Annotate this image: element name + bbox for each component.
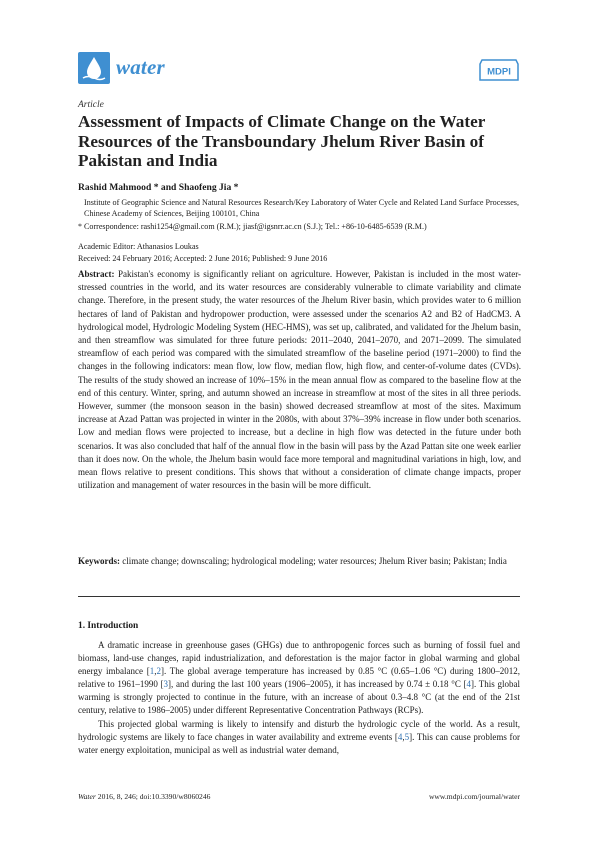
author-list: Rashid Mahmood * and Shaofeng Jia *	[78, 182, 239, 193]
article-title: Assessment of Impacts of Climate Change on the Water Resources of the Transboundary Jhelum River Basin of Pakistan and India	[78, 112, 486, 170]
citation-link[interactable]: 1	[149, 666, 155, 677]
journal-name: water	[116, 55, 165, 79]
publisher-name: MDPI	[487, 66, 511, 78]
footer-url[interactable]: www.mdpi.com/journal/water	[428, 792, 520, 801]
publication-dates: Received: 24 February 2016; Accepted: 2 June 2016; Published: 9 June 2016	[78, 253, 328, 263]
abstract-label: Abstract:	[78, 269, 115, 279]
footer-journal: Water	[78, 792, 96, 801]
editorial-info	[78, 241, 327, 264]
introduction-body	[78, 639, 520, 757]
citation-link[interactable]: 2	[156, 666, 161, 677]
water-drop-icon	[78, 52, 110, 84]
paragraph: A dramatic increase in greenhouse gases (GHGs) due to anthropogenic forces such as burning of fossil fuel and biomass, land-use changes, rapid industrialization, and deforestation is the major factor in global warming and global energy imbalance [1,2]. The global average temperature has increased by 0.85 °C (0.65–1.06 °C) during 1800–2012, relative to 1961–1990 [3], and during the last 100 years (1906–2005), it has increased by 0.74 ± 0.18 °C [4]. This global warming is strongly projected to continue in the future, with an increase of about 0.3–4.8 °C (at the end of the 21st century, relative to 1986–2005) under different Representative Concentration Pathways (RCPs).	[78, 640, 520, 716]
citation-link[interactable]: 5	[404, 731, 410, 742]
keywords-label: Keywords:	[78, 556, 120, 566]
footer-doi: 2016, 8, 246; doi:10.3390/w8060246	[97, 792, 211, 801]
mdpi-logo	[478, 58, 520, 82]
citation-link[interactable]: 4	[397, 731, 403, 742]
keywords	[78, 555, 521, 568]
section-heading-introduction: 1. Introduction	[78, 621, 139, 631]
academic-editor: Academic Editor: Athanasios Loukas	[78, 242, 199, 251]
correspondence	[78, 221, 520, 232]
paragraph: This projected global warming is likely to intensify and disturb the hydrologic cycle of the world. As a result, hydrologic systems are likely to face changes in water availability and extreme events [4,5]. This can cause problems for water energy exploitation, municipal as well as industrial water demand,	[78, 718, 520, 755]
journal-header	[78, 52, 520, 86]
affiliation-text: Institute of Geographic Science and Natural Resources Research/Key Laboratory of Water Cycle and Related Land Surface Processes, Chinese Academy of Sciences, Beijing 100101, China	[84, 198, 519, 218]
article-type: Article	[78, 100, 104, 110]
correspondence-text: Correspondence: rashi1254@gmail.com (R.M.); jiasf@igsnrr.ac.cn (S.J.); Tel.: +86-10-6485-6539 (R.M.)	[84, 222, 427, 231]
citation-link[interactable]: 4	[466, 679, 472, 690]
footer-citation	[78, 792, 210, 801]
correspondence-mark: *	[78, 222, 82, 231]
section-divider	[78, 596, 520, 597]
abstract	[78, 268, 521, 492]
citation-link[interactable]: 3	[163, 679, 169, 690]
affiliation	[84, 197, 520, 219]
keywords-text: climate change; downscaling; hydrological modeling; water resources; Jhelum River basin; Pakistan; India	[122, 556, 507, 566]
abstract-text: Pakistan's economy is significantly reliant on agriculture. However, Pakistan is included in the most water-stressed countries in the world, and its water resources are considerably vulnerable to climate variability and climate change. Therefore, in the present study, the water resources of the Jhelum River basin, which provides water to 6 million hectares of land of Pakistan and hydropower production, were assessed under the scenarios A2 and B2 of HadCM3. A hydrological model, Hydrologic Modeling System (HEC-HMS), was set up, calibrated, and validated for the Jhelum basin, and then streamflow was simulated for three future periods: 2011–2040, 2041–2070, and 2071–2099. The simulated streamflow of each period was compared with the simulated streamflow of the baseline period (1971–2000) to find the changes in the following indicators: mean flow, low flow, median flow, high flow, and center-of-volume dates (CVDs). The results of the study showed an increase of 10%–15% in the mean annual flow as compared to the baseline flow at the end of this century. Winter, spring, and autumn showed an increase in streamflow at most of the sites in all three periods. However, summer (the monsoon season in the basin) showed decreased streamflow at most of the sites. Maximum increase at Azad Pattan was projected in winter in the 2080s, with about 37%–39% increase in flow under both scenarios. Low and median flows were projected to increase, but a decline in high flow was detected in the future under both scenarios. It was also concluded that half of the annual flow in the basin will pass by the Azad Pattan site one week earlier than it does now. On the whole, the Jhelum basin would face more temporal and magnitudinal variations in high, low, and mean flows relative to present conditions. This shows that without a consideration of climate change impacts, proper utilization and management of water resources in the basin will be more difficult.	[78, 269, 522, 491]
